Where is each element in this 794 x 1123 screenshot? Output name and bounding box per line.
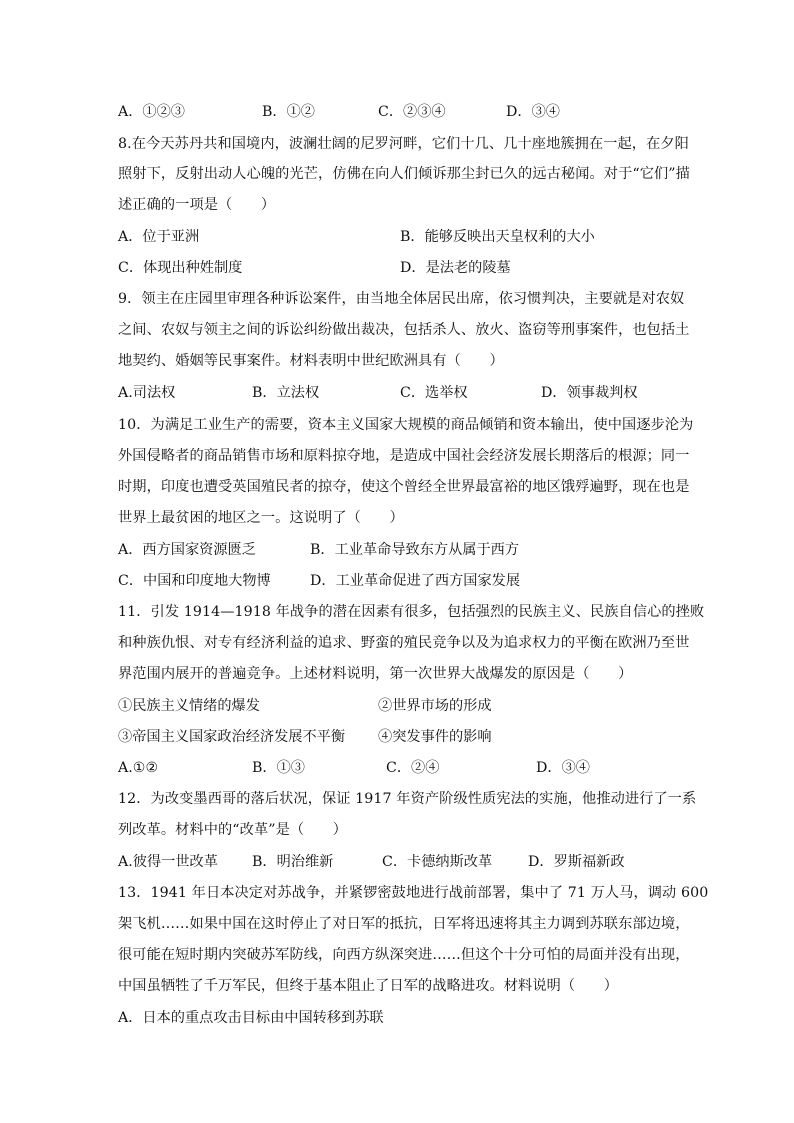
q11-option-b: B．①③ [252,760,305,776]
q9-option-a: A.司法权 [118,385,176,401]
option-a: A．①②③ [118,104,185,120]
question-13-line-2: 架飞机……如果中国在这时停止了对日军的抵抗，日军将迅速将其主力调到苏联东部边境， [118,916,690,932]
q11-item-3: ③帝国主义国家政治经济发展不平衡 [118,729,346,745]
q10-option-b: B．工业革命导致东方从属于西方 [310,542,520,558]
q11-option-a: A.①② [118,760,159,776]
q8-option-c: C．体现出种姓制度 [118,260,243,276]
q11-option-d: D．③④ [536,760,590,776]
question-9-line-3: 地契约、婚姻等民事案件。材料表明中世纪欧洲具有（ ） [118,353,504,369]
question-10-line-3: 时期，印度也遭受英国殖民者的掠夺，使这个曾经全世界最富裕的地区饿殍遍野，现在也是 [118,479,690,495]
question-12-line-1: 12．为改变墨西哥的落后状况，保证 1917 年资产阶级性质宪法的实施，他推动进行了一系 [118,791,697,807]
question-11-line-2: 和种族仇恨、对专有经济利益的追求、野蛮的殖民竞争以及为追求权力的平衡在欧洲乃至世 [118,635,690,651]
question-13-line-4: 中国虽牺牲了千万军民，但终于基本阻止了日军的战略进攻。材料说明（ ） [118,978,619,994]
q8-option-b: B．能够反映出天皇权利的大小 [400,229,595,245]
question-10-line-1: 10．为满足工业生产的需要，资本主义国家大规模的商品倾销和资本输出，使中国逐步沦为 [118,417,694,433]
q9-option-d: D．领事裁判权 [541,385,638,401]
question-10-line-2: 外国侵略者的商品销售市场和原料掠夺地，是造成中国社会经济发展长期落后的根源；同一 [118,448,690,464]
question-13-line-1: 13．1941 年日本决定对苏战争，并紧锣密鼓地进行战前部署，集中了 71 万人马，调动 600 [118,885,709,901]
q10-option-c: C．中国和印度地大物博 [118,573,271,589]
q13-option-a: A．日本的重点攻击目标由中国转移到苏联 [118,1010,384,1026]
question-11-line-1: 11．引发 1914—1918 年战争的潜在因素有很多，包括强烈的民族主义、民族自信心的挫败 [118,604,705,620]
option-b: B．①② [262,104,315,120]
question-8-line-3: 述正确的一项是（ ） [118,197,276,213]
question-9-line-1: 9．领主在庄园里审理各种诉讼案件，由当地全体居民出席，依习惯判决，主要就是对农奴 [118,291,685,307]
question-10-line-4: 世界上最贫困的地区之一。这说明了（ ） [118,510,404,526]
q12-option-c: C．卡德纳斯改革 [382,854,493,870]
question-8-line-2: 照射下，反射出动人心魄的光芒，仿佛在向人们倾诉那尘封已久的远古秘闻。对于“它们”描 [118,166,690,182]
option-d: D．③④ [506,104,560,120]
q11-item-2: ②世界市场的形成 [378,698,492,714]
q8-option-d: D．是法老的陵墓 [400,260,511,276]
q10-option-a: A．西方国家资源匮乏 [118,542,256,558]
question-13-line-3: 很可能在短时期内突破苏军防线，向西方纵深突进……但这个十分可怕的局面并没有出现， [118,947,690,963]
q10-option-d: D．工业革命促进了西方国家发展 [310,573,521,589]
q11-option-c: C．②④ [386,760,440,776]
q8-option-a: A．位于亚洲 [118,229,200,245]
q9-option-c: C．选举权 [400,385,468,401]
question-12-line-2: 列改革。材料中的“改革”是（ ） [118,822,348,838]
q12-option-b: B．明治维新 [252,854,334,870]
question-8-line-1: 8.在今天苏丹共和国境内，波澜壮阔的尼罗河畔，它们十几、几十座地簇拥在一起，在夕阳 [118,136,689,152]
q12-option-a: A.彼得一世改革 [118,854,218,870]
q11-item-4: ④突发事件的影响 [378,729,492,745]
q9-option-b: B．立法权 [252,385,320,401]
question-9-line-2: 之间、农奴与领主之间的诉讼纠纷做出裁决，包括杀人、放火、盗窃等刑事案件，也包括土 [118,322,690,338]
q12-option-d: D．罗斯福新政 [528,854,625,870]
q11-item-1: ①民族主义情绪的爆发 [118,698,260,714]
question-11-line-3: 界范围内展开的普遍竞争。上述材料说明，第一次世界大战爆发的原因是（ ） [118,666,633,682]
option-c: C．②③④ [378,104,446,120]
